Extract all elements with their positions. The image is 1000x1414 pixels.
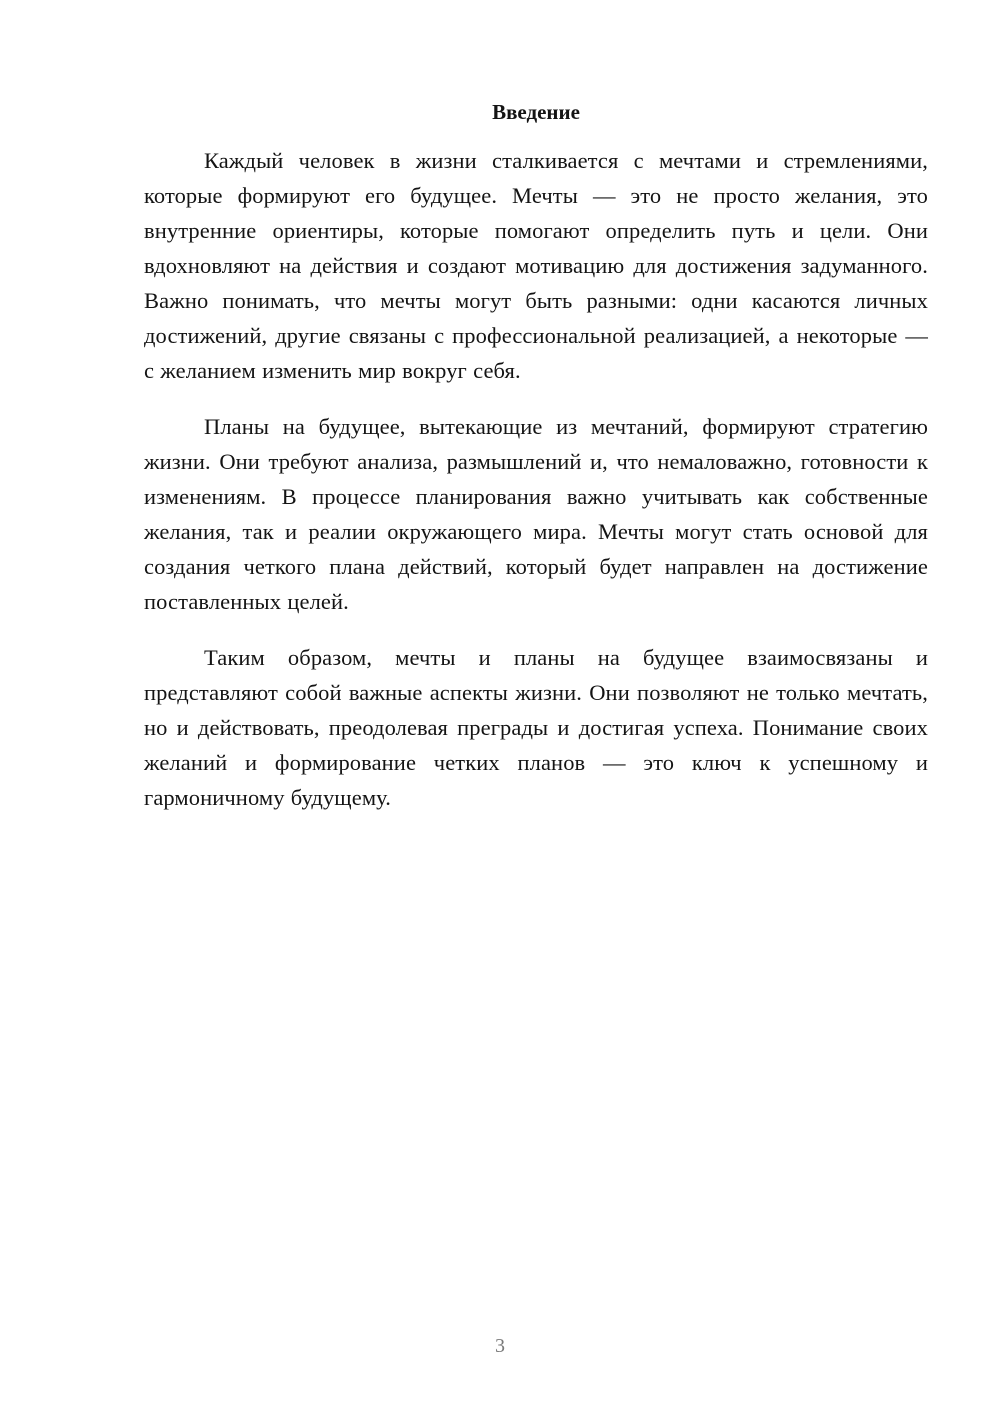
section-heading: Введение	[492, 100, 580, 124]
paragraph-1: Каждый человек в жизни сталкивается с мечтами и стремлениями, которые формируют его будущее. Мечты — это не просто желания, это внутренние ориентиры, которые помогают определить путь и цели. Они вдохновляют на действия и создают мотивацию для достижения задуманного. Важно понимать, что мечты могут быть разными: одни касаются личных достижений, другие связаны с профессиональной реализацией, а некоторые — с желанием изменить мир вокруг себя.	[144, 148, 928, 383]
page-number: 3	[495, 1335, 505, 1357]
paragraph-3: Таким образом, мечты и планы на будущее взаимосвязаны и представляют собой важные аспекты жизни. Они позволяют не только мечтать, но и действовать, преодолевая преграды и достигая успеха. Понимание своих желаний и формирование четких планов — это ключ к успешному и гармоничному будущему.	[144, 645, 928, 810]
body-text	[144, 143, 928, 836]
paragraph-2: Планы на будущее, вытекающие из мечтаний, формируют стратегию жизни. Они требуют анализа, размышлений и, что немаловажно, готовности к изменениям. В процессе планирования важно учитывать как собственные желания, так и реалии окружающего мира. Мечты могут стать основой для создания четкого плана действий, который будет направлен на достижение поставленных целей.	[144, 414, 928, 614]
